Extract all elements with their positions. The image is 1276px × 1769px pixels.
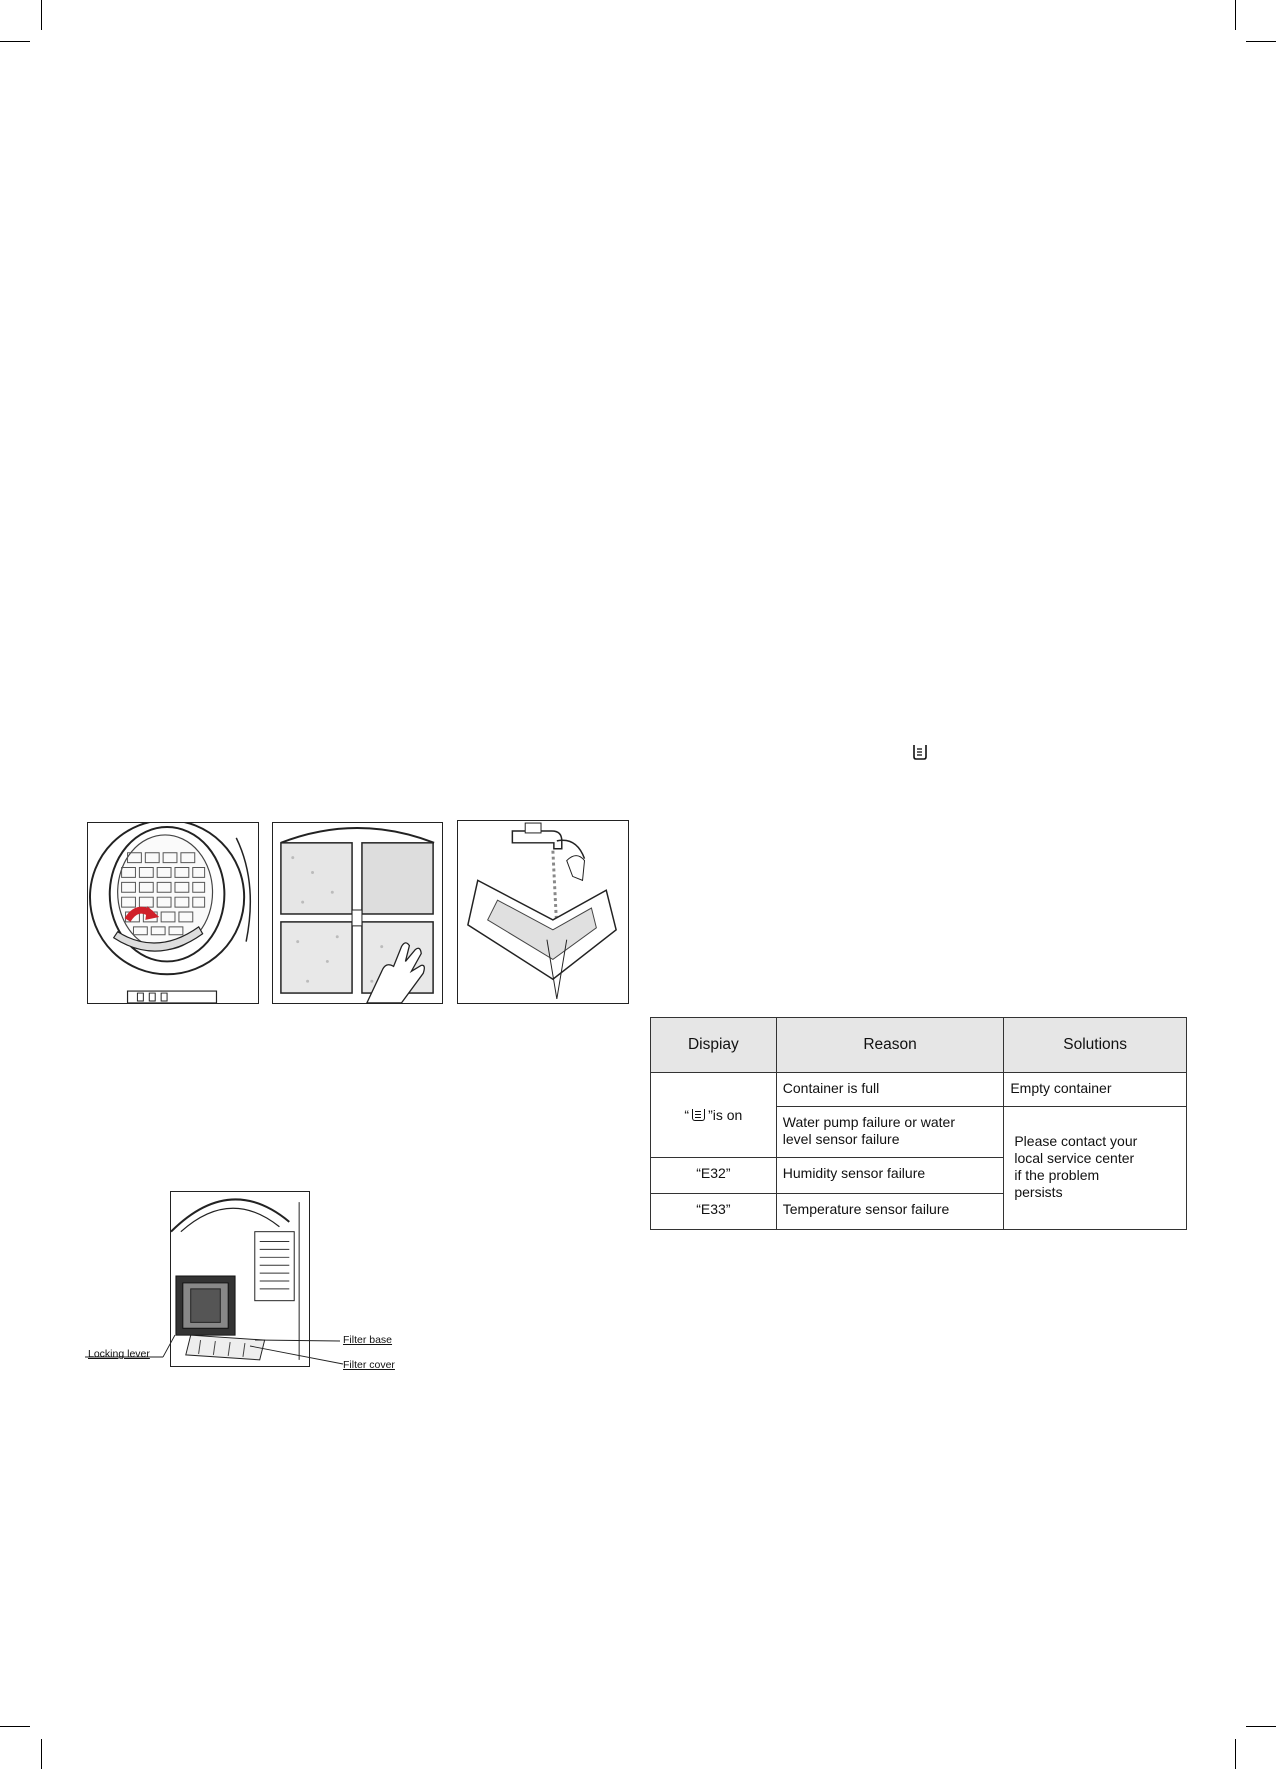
error-display-table bbox=[650, 1017, 1187, 1230]
water-container-icon bbox=[692, 1109, 705, 1121]
filter-rinse-figure bbox=[457, 820, 629, 1004]
display-cell: “E32” bbox=[651, 1158, 777, 1194]
crop-mark bbox=[0, 1726, 30, 1727]
callout-locking-lever: Locking lever bbox=[88, 1348, 150, 1360]
solution-cell: Empty container bbox=[1004, 1073, 1187, 1107]
header-reason: Reason bbox=[776, 1018, 1004, 1073]
crop-mark bbox=[0, 41, 30, 42]
header-display: Dispiay bbox=[651, 1018, 777, 1073]
crop-mark bbox=[41, 1739, 42, 1769]
crop-mark bbox=[41, 0, 42, 30]
reason-cell: Container is full bbox=[776, 1073, 1004, 1107]
table-header-row bbox=[651, 1018, 1187, 1073]
display-cell bbox=[651, 1073, 777, 1158]
crop-mark bbox=[1246, 1726, 1276, 1727]
callout-filter-cover: Filter cover bbox=[343, 1359, 395, 1371]
display-prefix: “ bbox=[684, 1107, 690, 1123]
crop-mark bbox=[1235, 0, 1236, 30]
water-container-icon bbox=[913, 744, 927, 760]
crop-mark bbox=[1235, 1739, 1236, 1769]
crop-mark bbox=[1246, 41, 1276, 42]
display-cell: “E33” bbox=[651, 1194, 777, 1230]
reason-cell: Water pump failure or water level sensor failure bbox=[776, 1107, 1004, 1158]
callout-filter-base: Filter base bbox=[343, 1334, 393, 1346]
door-filter-figure bbox=[87, 822, 259, 1004]
display-suffix: ”is on bbox=[708, 1107, 743, 1123]
shared-solution-cell: Please contact your local service center if the problem persists bbox=[1004, 1107, 1187, 1230]
table-row bbox=[651, 1073, 1187, 1107]
reason-cell: Temperature sensor failure bbox=[776, 1194, 1004, 1230]
reason-cell: Humidity sensor failure bbox=[776, 1158, 1004, 1194]
filter-open-figure bbox=[272, 822, 443, 1004]
header-solutions: Solutions bbox=[1004, 1018, 1187, 1073]
